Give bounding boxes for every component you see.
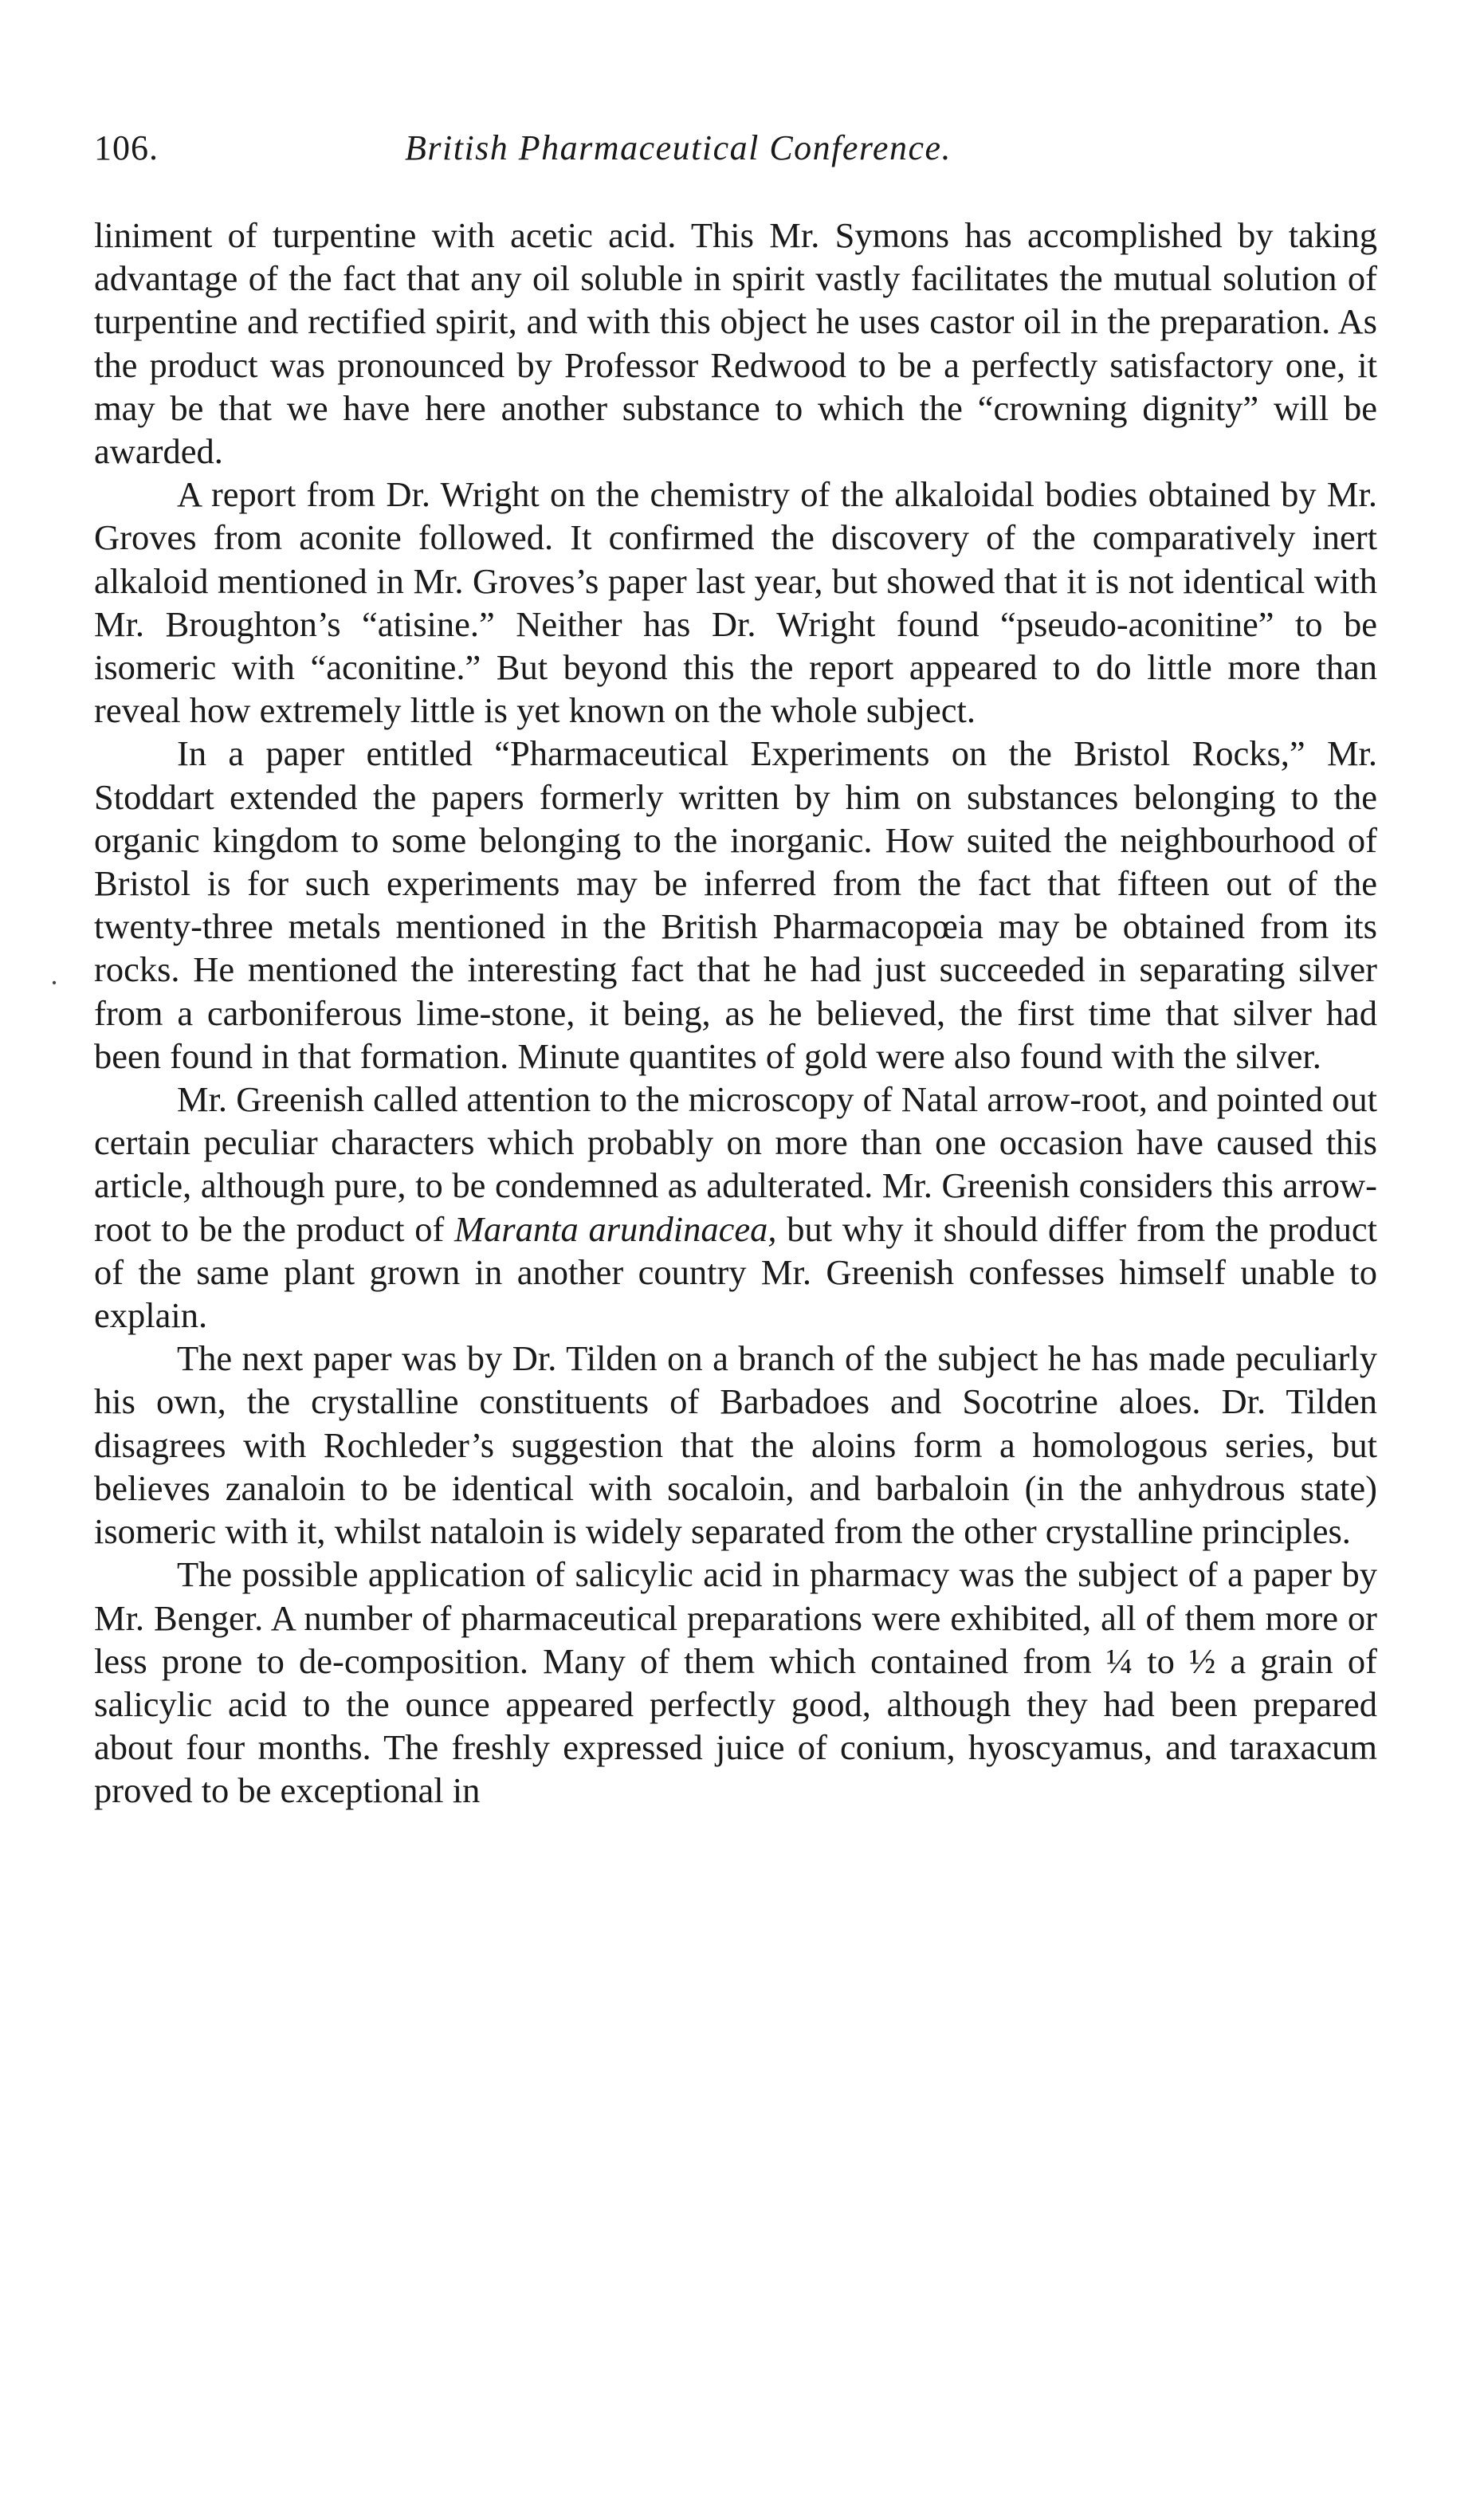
- paragraph-aloes: The next paper was by Dr. Tilden on a branch of the subject he has made peculiarly his own, the crystalline constituents of Barbadoes and Socotrine aloes. Dr. Tilden disagrees with Rochleder’s suggestion that the aloins form a homologous series, but believes zanaloin to be identical with socaloin, and barbaloin (in the anhydrous state) isomeric with it, whilst nataloin is widely separated from the other crystalline principles.: [94, 1338, 1377, 1552]
- paragraph-bristol-rocks: In a paper entitled “Pharmaceutical Experiments on the Bristol Rocks,” Mr. Stoddart extended the papers formerly written by him on substances belonging to the organic kingdom to some belonging to the inorganic. How suited the neighbourhood of Bristol is for such experiments may be inferred from the fact that fifteen out of the twenty-three metals mentioned in the British Pharmacopœia may be obtained from its rocks. He mentioned the interesting fact that he had just succeeded in separating silver from a carboniferous lime-stone, it being, as he believed, the first time that silver had been found in that formation. Minute quantites of gold were also found with the silver.: [94, 733, 1377, 1076]
- margin-mark: ·: [49, 967, 59, 999]
- paragraph-turpentine: liniment of turpentine with acetic acid. This Mr. Symons has accomplished by taking advantage of the fact that any oil soluble in spirit vastly facilitates the mutual solution of turpentine and rectified spirit, and with this object he uses castor oil in the preparation. As the product was pronounced by Professor Redwood to be a perfectly satisfactory one, it may be that we have here another substance to which the “crowning dignity” will be awarded.: [94, 215, 1377, 472]
- salicylic-text-end: a grain of salicylic acid to the ounce appeared perfectly good, although they had been prepared about four months. The freshly expressed juice of conium, hyoscyamus, and taraxacum proved to be exceptional in: [94, 1640, 1377, 1811]
- running-title: British Pharmaceutical Conference.: [405, 128, 952, 167]
- body-text: [94, 214, 1377, 1813]
- paragraph-salicylic-acid: [94, 1553, 1377, 1812]
- salicylic-text-between: to: [1133, 1640, 1190, 1681]
- fraction-half: ½: [1189, 1640, 1216, 1681]
- paragraph-natal-arrowroot: [94, 1078, 1377, 1337]
- arrowroot-text-end: but why it should differ from the product of the same plant grown in another country Mr. Greenish confesses himself unable to explain.: [94, 1208, 1377, 1336]
- salicylic-text-start: The possible application of salicylic acid in pharmacy was the subject of a paper by Mr. Benger. A number of pharmaceutical preparations were exhibited, all of them more or less prone to de-composition. Many of them which contained from: [94, 1554, 1377, 1681]
- paragraph-aconite-report: A report from Dr. Wright on the chemistry of the alkaloidal bodies obtained by Mr. Groves from aconite followed. It confirmed the discovery of the comparatively inert alkaloid mentioned in Mr. Groves’s paper last year, but showed that it is not identical with Mr. Broughton’s “atisine.” Neither has Dr. Wright found “pseudo-aconitine” to be isomeric with “aconitine.” But beyond this the report appeared to do little more than reveal how extremely little is yet known on the whole subject.: [94, 474, 1377, 731]
- page-number: 106.: [94, 128, 159, 167]
- page-header: [94, 128, 1385, 183]
- arrowroot-text-start: Mr. Greenish called attention to the microscopy of Natal arrow-root, and pointed out certain peculiar characters which probably on more than one occasion have caused this article, although pure, to be condemned as adulterated. Mr. Greenish considers this arrow-root to be the product of: [94, 1079, 1377, 1249]
- fraction-quarter: ¼: [1105, 1640, 1133, 1681]
- species-name: Maranta arundinacea,: [453, 1208, 777, 1249]
